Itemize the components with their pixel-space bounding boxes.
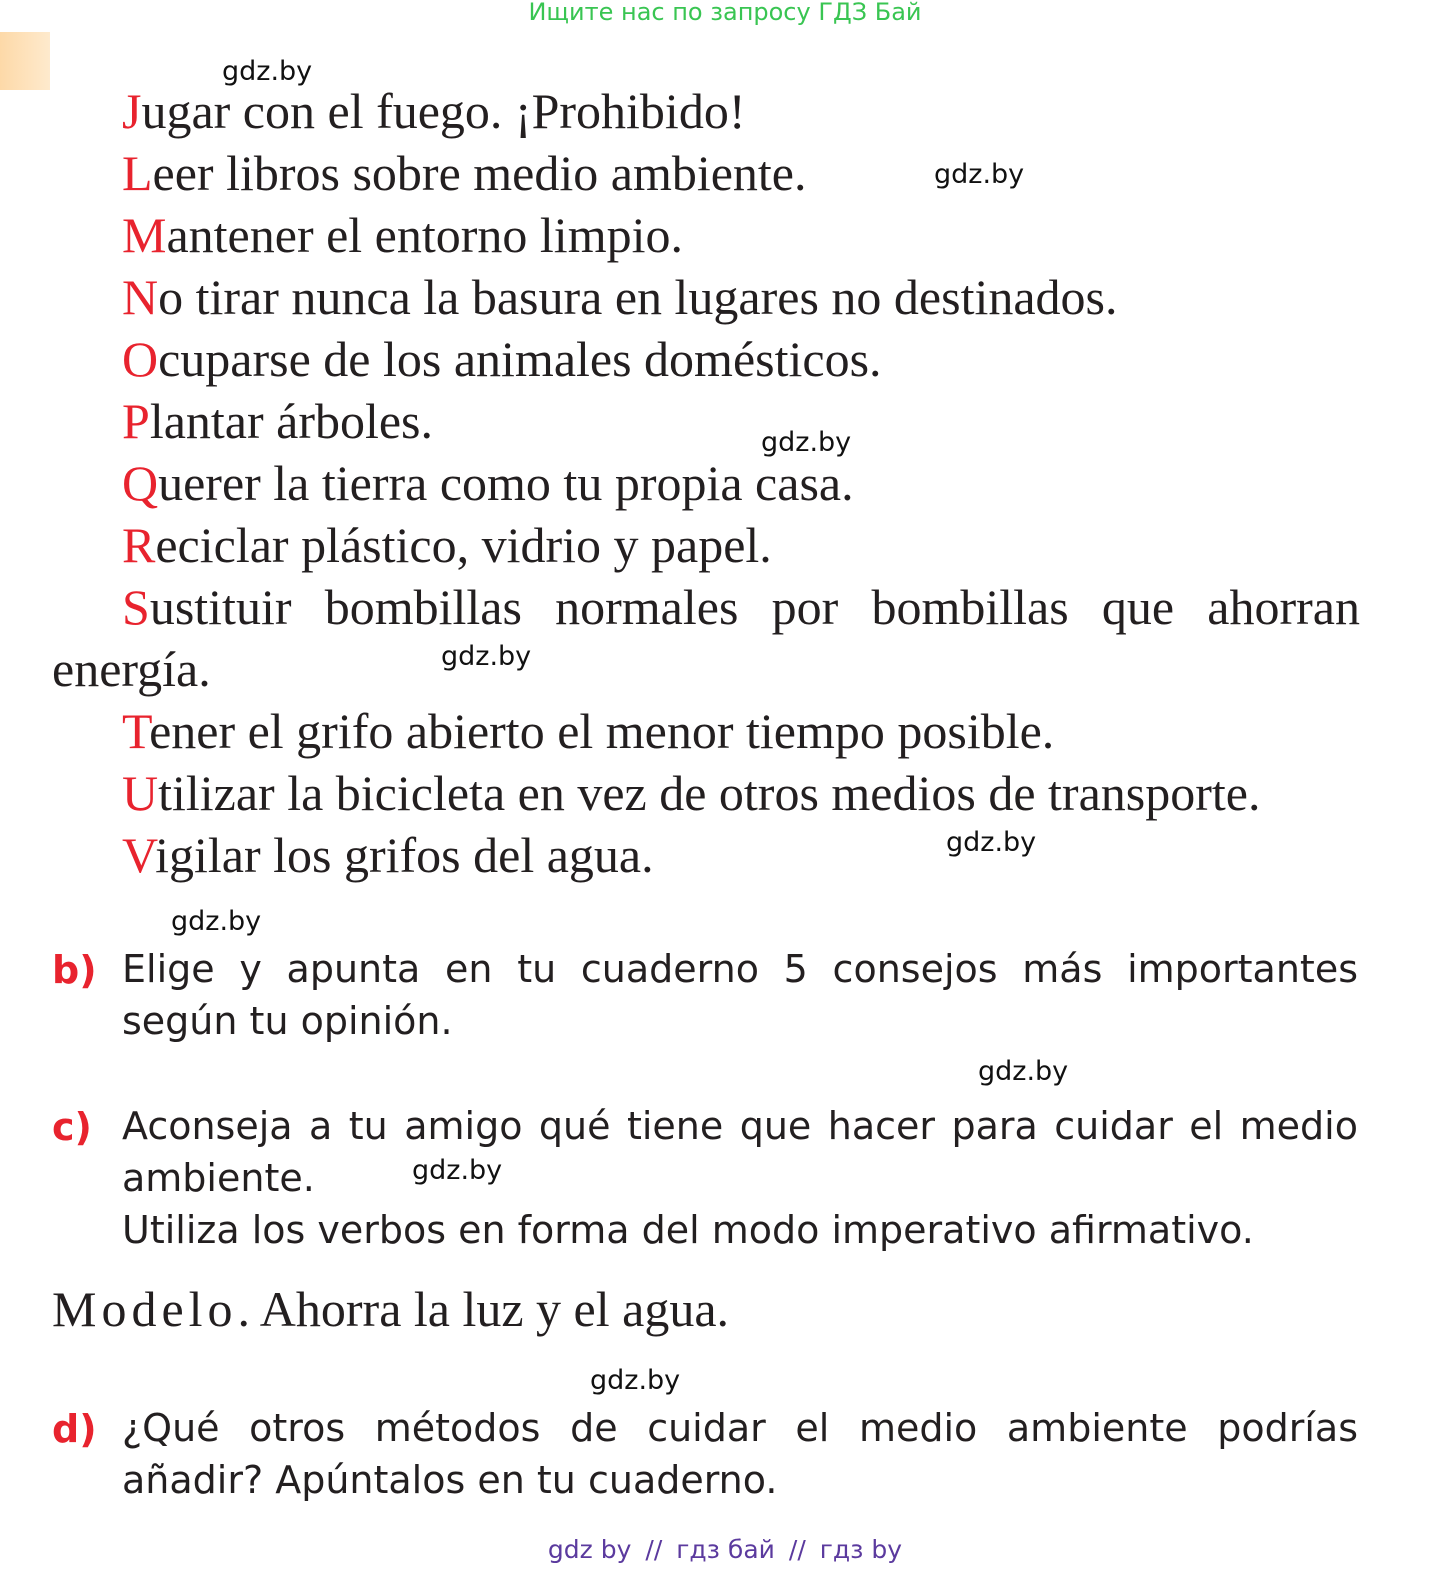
advice-item	[122, 579, 1360, 635]
task-text-b: Elige y apunta en tu cuaderno 5 consejos más importantes según tu opinión.	[122, 947, 1358, 1043]
footer-separator: //	[645, 1535, 663, 1564]
footer-links	[0, 1535, 1450, 1564]
advice-item	[122, 207, 683, 263]
advice-text: ustituir bombillas normales por bombillas que ahorran	[149, 579, 1360, 635]
watermark: gdz.by	[590, 1365, 681, 1396]
advice-text: uerer la tierra como tu propia casa.	[158, 455, 854, 511]
advice-item	[122, 83, 746, 139]
advice-text: ugar con el fuego. ¡Prohibido!	[141, 83, 746, 139]
modelo-example	[52, 1281, 730, 1337]
advice-text: cuparse de los animales domésticos.	[158, 331, 882, 387]
modelo-label: Modelo	[52, 1281, 238, 1337]
advice-initial: T	[122, 703, 150, 759]
advice-initial: S	[122, 579, 150, 635]
advice-initial: R	[122, 517, 156, 573]
advice-initial: J	[122, 83, 142, 139]
advice-text: eer libros sobre medio ambiente.	[152, 145, 807, 201]
advice-text: tilizar la bicicleta en vez de otros medios de transporte.	[158, 765, 1261, 821]
advice-item	[122, 765, 1261, 821]
task-text-d: ¿Qué otros métodos de cuidar el medio ambiente podrías añadir? Apúntalos en tu cuaderno.	[122, 1406, 1358, 1502]
advice-item	[122, 517, 772, 573]
advice-item	[122, 455, 854, 511]
advice-initial: U	[122, 765, 159, 821]
watermark: gdz.by	[171, 906, 262, 937]
advice-item	[122, 331, 882, 387]
watermark: gdz.by	[412, 1155, 503, 1186]
top-banner: Ищите нас по запросу ГДЗ Бай	[528, 0, 922, 26]
watermark: gdz.by	[761, 427, 852, 458]
watermark: gdz.by	[441, 641, 532, 672]
advice-item	[122, 269, 1118, 325]
advice-text: eciclar plástico, vidrio y papel.	[155, 517, 772, 573]
advice-item-continuation: energía.	[52, 641, 211, 697]
advice-text: igilar los grifos del agua.	[155, 827, 654, 883]
advice-text: o tirar nunca la basura en lugares no destinados.	[158, 269, 1118, 325]
task-letter-b: b)	[52, 948, 97, 992]
watermark: gdz.by	[222, 56, 313, 87]
task-instruction-c: Utiliza los verbos en forma del modo imperativo afirmativo.	[122, 1208, 1254, 1252]
task-letter-d: d)	[52, 1407, 97, 1451]
footer-link-gdz-by-cyr[interactable]: гдз by	[819, 1535, 903, 1564]
advice-initial: N	[122, 269, 159, 325]
advice-text: ener el grifo abierto el menor tiempo posible.	[149, 703, 1055, 759]
advice-item	[122, 145, 807, 201]
advice-text: lantar árboles.	[149, 393, 434, 449]
footer-separator: //	[788, 1535, 806, 1564]
footer-link-gdz-by[interactable]: gdz by	[547, 1535, 632, 1564]
task-text-c: Aconseja a tu amigo qué tiene que hacer para cuidar el medio ambiente.	[122, 1104, 1358, 1200]
advice-initial: M	[122, 207, 167, 263]
advice-initial: O	[122, 331, 159, 387]
corner-tab	[0, 32, 50, 90]
advice-item	[122, 827, 654, 883]
task-letter-c: c)	[52, 1105, 92, 1149]
footer-link-gdz-bai[interactable]: гдз бай	[676, 1535, 775, 1564]
advice-item	[122, 393, 434, 449]
advice-initial: V	[122, 827, 156, 883]
advice-text: antener el entorno limpio.	[166, 207, 683, 263]
advice-initial: P	[122, 393, 150, 449]
watermark: gdz.by	[946, 827, 1037, 858]
advice-initial: L	[122, 145, 153, 201]
watermark: gdz.by	[934, 159, 1025, 190]
watermark: gdz.by	[978, 1056, 1069, 1087]
modelo-text: . Ahorra la luz y el agua.	[237, 1281, 730, 1337]
advice-initial: Q	[122, 455, 159, 511]
advice-item	[122, 703, 1055, 759]
